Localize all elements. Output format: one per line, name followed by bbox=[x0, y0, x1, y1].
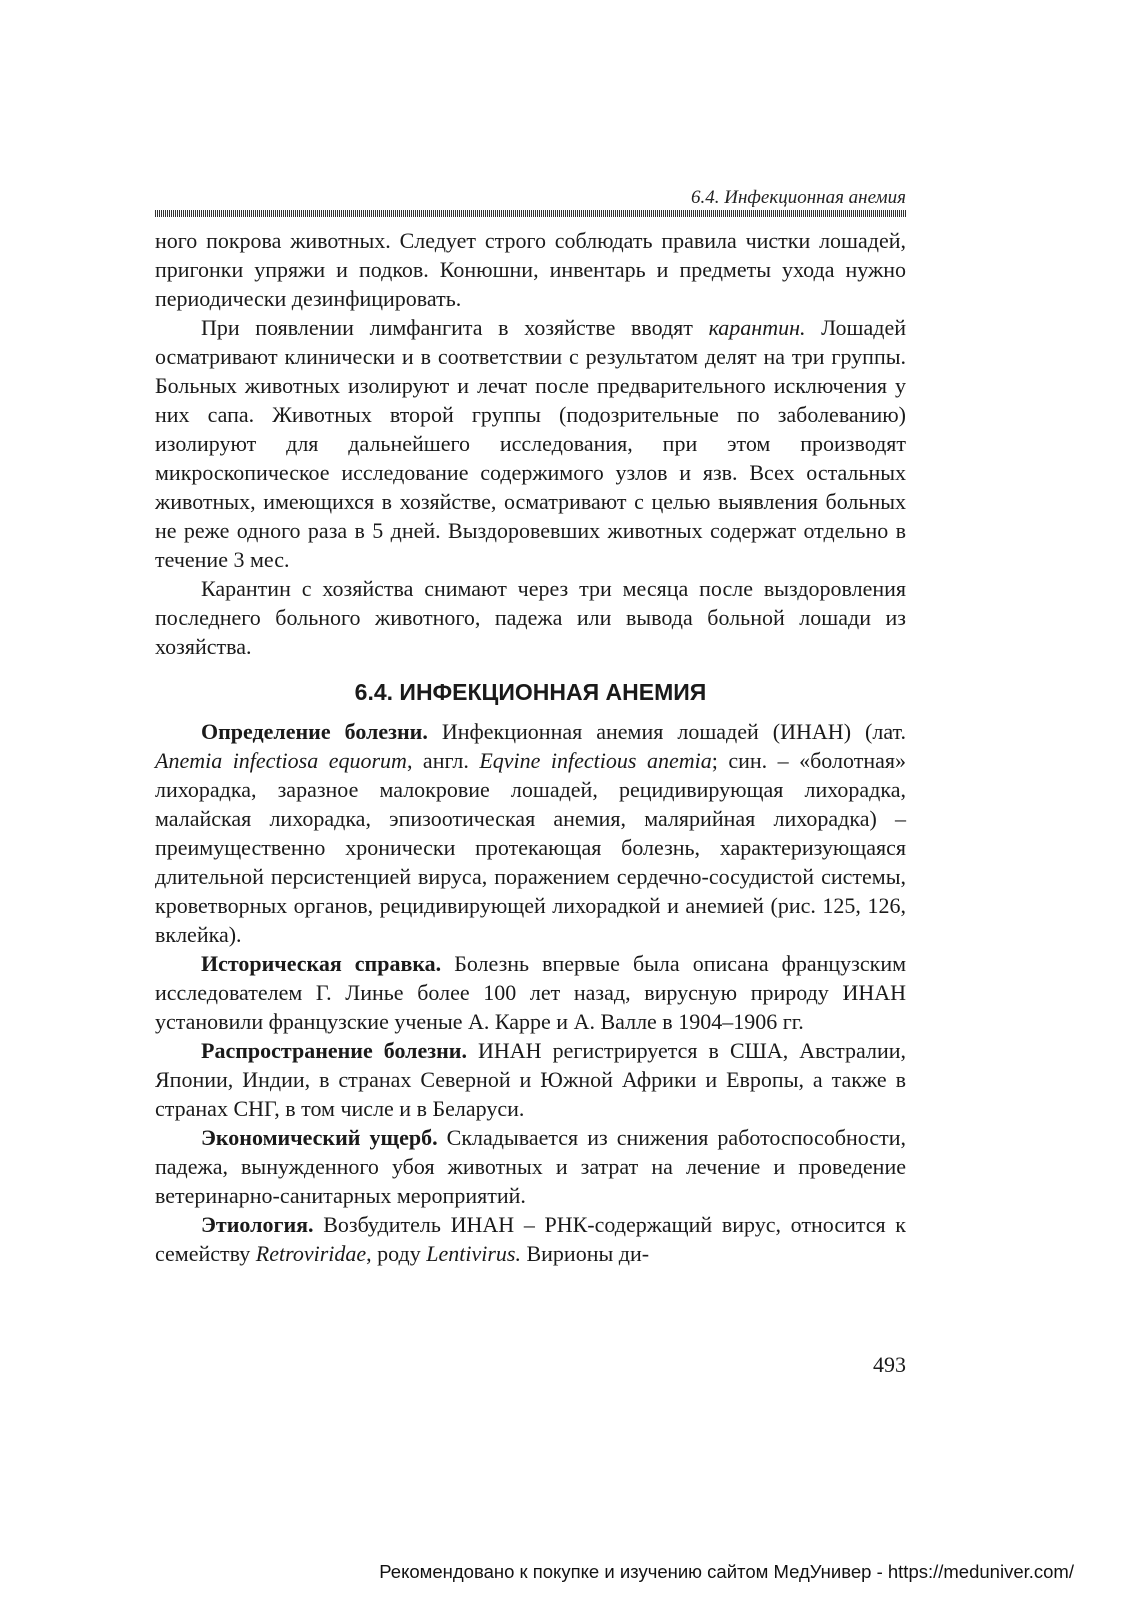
header-rule bbox=[155, 210, 906, 217]
paragraph-continued: ного покрова животных. Следует строго соблюдать правила чистки лошадей, пригонки упряжи и подков. Конюшни, инвентарь и предметы ухода нужно периодически дезинфицировать. bbox=[155, 228, 906, 311]
definition-label: Определение болезни. bbox=[201, 719, 428, 744]
running-title: 6.4. Инфекционная анемия bbox=[691, 187, 906, 208]
paragraph-history: Историческая справка. Болезнь впервые была описана французским исследователем Г. Линье более 100 лет назад, вирусную природу ИНАН установили французские ученые А. Карре и А. Валле в 1904–1906 гг. bbox=[155, 951, 907, 1034]
page-number: 493 bbox=[873, 1352, 906, 1377]
paragraph-definition: Определение болезни. Инфекционная анемия лошадей (ИНАН) (лат. Anemia infectiosa equorum, англ. Eqvine infectious anemia; син. – «болотная» лихорадка, заразное малокровие лошадей, рецидивирующая лихорадка, малайская лихорадка, эпизоотическая анемия, малярийная лихорадка) – преимущественно хронически протекающая болезнь, характеризующаяся длительной персистенцией вируса, поражением сердечно-сосудистой системы, кроветворных органов, рецидивирующей лихорадкой и анемией (рис. 125, 126, вклейка). bbox=[155, 719, 906, 947]
paragraph-quarantine: При появлении лимфангита в хозяйстве вводят карантин. Лошадей осматривают клинически и в соответствии с результатом делят на три группы. Больных животных изолируют и лечат после предварительного исключения у них сапа. Животных второй группы (подозрительные по заболеванию) изолируют для дальнейшего исследования, при этом производят микроскопическое исследование содержимого узлов и язв. Всех остальных животных, имеющихся в хозяйстве, осматривают с целью выявления больных не реже одного раза в 5 дней. Выздоровевших животных содержат отдельно в течение 3 мес. bbox=[155, 315, 906, 572]
economic-label: Экономический ущерб. bbox=[201, 1125, 438, 1150]
spread-label: Распространение болезни. bbox=[201, 1038, 467, 1063]
latin-name: Anemia infectiosa equorum bbox=[155, 748, 407, 773]
term-quarantine: карантин. bbox=[708, 315, 806, 340]
section-heading: 6.4. ИНФЕКЦИОННАЯ АНЕМИЯ bbox=[354, 679, 707, 705]
family-name: Retroviridae bbox=[255, 1241, 367, 1266]
history-label: Историческая справка. bbox=[201, 951, 442, 976]
etiology-label: Этиология. bbox=[201, 1212, 314, 1237]
paragraph-spread: Распространение болезни. ИНАН регистрируется в США, Австралии, Японии, Индии, в странах Северной и Южной Африки и Европы, а также в странах СНГ, в том числе и в Беларуси. bbox=[155, 1038, 907, 1121]
paragraph-etiology: Этиология. Возбудитель ИНАН – РНК-содержащий вирус, относится к семейству Retroviridae, роду Lentivirus. Вирионы ди- bbox=[155, 1212, 906, 1266]
english-name: Eqvine infectious anemia bbox=[479, 748, 712, 773]
paragraph-quarantine-lift: Карантин с хозяйства снимают через три месяца после выздоровления последнего больного животного, падежа или вывода больной лошади из хозяйства. bbox=[155, 576, 906, 659]
paragraph-economic: Экономический ущерб. Складывается из снижения работоспособности, падежа, вынужденного убоя животных и затрат на лечение и проведение ветеринарно-санитарных мероприятий. bbox=[155, 1125, 906, 1208]
footer-recommendation: Рекомендовано к покупке и изучению сайтом МедУнивер - https://meduniver.com/ bbox=[379, 1561, 1074, 1582]
page-body bbox=[155, 226, 906, 1268]
genus-name: Lentivirus. bbox=[426, 1241, 521, 1266]
